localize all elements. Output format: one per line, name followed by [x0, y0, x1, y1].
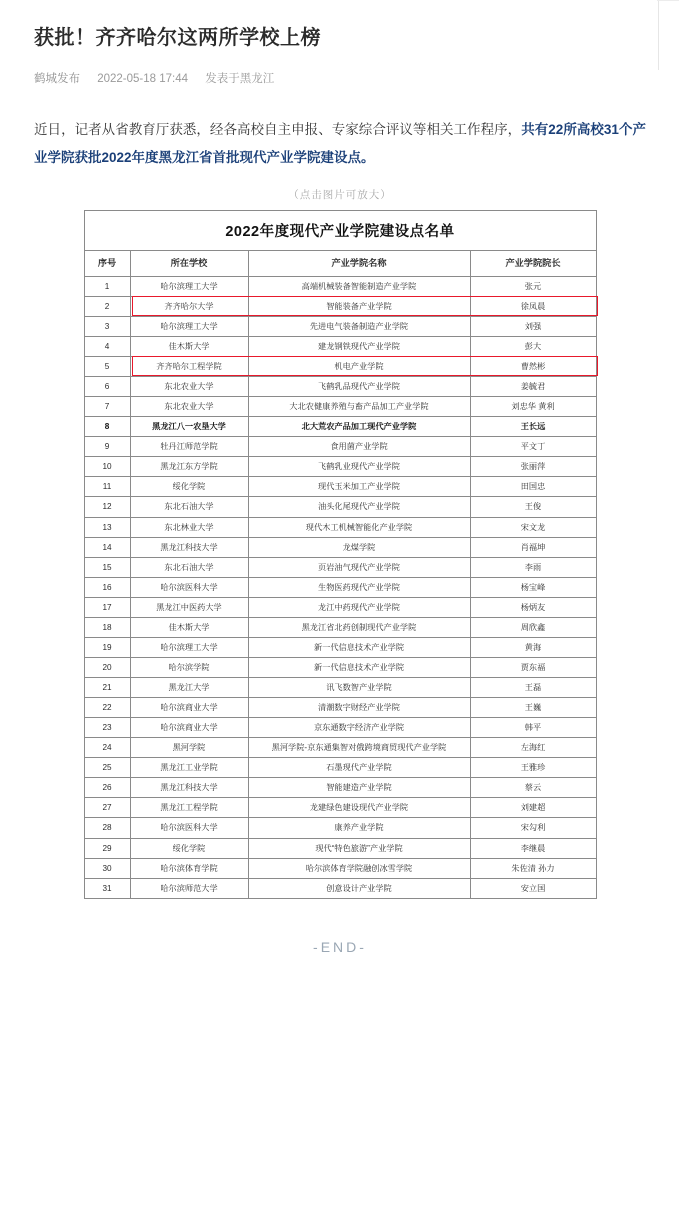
table-cell-no: 29 [84, 838, 130, 858]
table-cell-no: 31 [84, 878, 130, 898]
table-cell-college: 油头化尾现代产业学院 [248, 497, 470, 517]
table-cell-dean: 王俊 [470, 497, 596, 517]
table-cell-dean: 王长远 [470, 417, 596, 437]
table-cell-dean: 张丽萍 [470, 457, 596, 477]
industry-college-table [84, 210, 597, 898]
table-cell-dean: 张元 [470, 276, 596, 296]
table-cell-school: 哈尔滨体育学院 [130, 858, 248, 878]
table-cell-school: 哈尔滨医科大学 [130, 577, 248, 597]
table-cell-no: 4 [84, 336, 130, 356]
table-row [84, 537, 596, 557]
table-cell-dean: 韩平 [470, 718, 596, 738]
table-cell-dean: 安立国 [470, 878, 596, 898]
table-cell-college: 北大荒农产品加工现代产业学院 [248, 417, 470, 437]
table-row [84, 858, 596, 878]
table-row [84, 336, 596, 356]
table-cell-dean: 黄海 [470, 637, 596, 657]
table-cell-college: 大北农健康养殖与畜产品加工产业学院 [248, 397, 470, 417]
table-cell-college: 黑龙江省北药创制现代产业学院 [248, 617, 470, 637]
table-cell-school: 绥化学院 [130, 477, 248, 497]
table-cell-no: 25 [84, 758, 130, 778]
table-cell-school: 黑龙江中医药大学 [130, 597, 248, 617]
column-header-college: 产业学院名称 [248, 251, 470, 276]
table-cell-dean: 肖福坤 [470, 537, 596, 557]
table-row [84, 377, 596, 397]
table-cell-college: 龙煤学院 [248, 537, 470, 557]
table-cell-no: 3 [84, 316, 130, 336]
table-cell-school: 哈尔滨医科大学 [130, 818, 248, 838]
table-cell-school: 黑龙江八一农垦大学 [130, 417, 248, 437]
table-cell-no: 7 [84, 397, 130, 417]
table-cell-college: 先进电气装备制造产业学院 [248, 316, 470, 336]
table-row [84, 417, 596, 437]
table-cell-college: 黑河学院-京东通集智对俄跨境商贸现代产业学院 [248, 738, 470, 758]
table-row [84, 718, 596, 738]
table-cell-dean: 王巍 [470, 698, 596, 718]
table-cell-college: 讯飞数智产业学院 [248, 678, 470, 698]
table-cell-no: 17 [84, 597, 130, 617]
table-cell-school: 黑龙江东方学院 [130, 457, 248, 477]
table-row [84, 617, 596, 637]
table-cell-college: 飞鹤乳品现代产业学院 [248, 377, 470, 397]
table-cell-school: 绥化学院 [130, 838, 248, 858]
table-cell-dean: 平文丁 [470, 437, 596, 457]
table-cell-no: 12 [84, 497, 130, 517]
table-row [84, 477, 596, 497]
table-caption: 2022年度现代产业学院建设点名单 [84, 210, 597, 250]
table-cell-no: 16 [84, 577, 130, 597]
table-header-row [84, 251, 596, 276]
table-cell-dean: 姜毓君 [470, 377, 596, 397]
table-cell-school: 哈尔滨理工大学 [130, 316, 248, 336]
table-row [84, 517, 596, 537]
table-cell-school: 哈尔滨理工大学 [130, 637, 248, 657]
column-header-school: 所在学校 [130, 251, 248, 276]
table-cell-school: 哈尔滨商业大学 [130, 718, 248, 738]
table-cell-college: 新一代信息技术产业学院 [248, 657, 470, 677]
table-row [84, 397, 596, 417]
table-cell-no: 30 [84, 858, 130, 878]
table-cell-dean: 王磊 [470, 678, 596, 698]
table-cell-no: 11 [84, 477, 130, 497]
column-header-no: 序号 [84, 251, 130, 276]
table-row [84, 276, 596, 296]
table-cell-college: 智能装备产业学院 [248, 296, 470, 316]
article-source: 鹤城发布 [34, 73, 80, 85]
table-row [84, 838, 596, 858]
table-cell-college: 清潮数字财经产业学院 [248, 698, 470, 718]
table-cell-no: 9 [84, 437, 130, 457]
table-cell-dean: 宋文龙 [470, 517, 596, 537]
table-cell-dean: 杨宝峰 [470, 577, 596, 597]
table-cell-no: 22 [84, 698, 130, 718]
table-cell-college: 现代木工机械智能化产业学院 [248, 517, 470, 537]
table-cell-school: 哈尔滨理工大学 [130, 276, 248, 296]
table-cell-dean: 李雨 [470, 557, 596, 577]
table-cell-school: 齐齐哈尔工程学院 [130, 357, 248, 377]
image-zoom-hint: （点击图片可放大） [288, 189, 392, 202]
article-paragraph [34, 116, 646, 171]
table-cell-no: 15 [84, 557, 130, 577]
table-cell-college: 石墨现代产业学院 [248, 758, 470, 778]
table-cell-dean: 贾东福 [470, 657, 596, 677]
table-cell-school: 哈尔滨师范大学 [130, 878, 248, 898]
table-cell-no: 2 [84, 296, 130, 316]
table-cell-college: 飞鹤乳业现代产业学院 [248, 457, 470, 477]
paragraph-plain-text: 近日，记者从省教育厅获悉，经各高校自主申报、专家综合评议等相关工作程序， [34, 122, 522, 137]
table-cell-no: 28 [84, 818, 130, 838]
table-cell-college: 建龙钢铁现代产业学院 [248, 336, 470, 356]
table-cell-no: 21 [84, 678, 130, 698]
table-row [84, 798, 596, 818]
table-cell-dean: 杨炳友 [470, 597, 596, 617]
table-row [84, 698, 596, 718]
article-datetime: 2022-05-18 17:44 [97, 73, 189, 85]
table-cell-dean: 蔡云 [470, 778, 596, 798]
table-cell-dean: 王雅珍 [470, 758, 596, 778]
table-cell-college: 龙建绿色建设现代产业学院 [248, 798, 470, 818]
table-cell-school: 东北石油大学 [130, 557, 248, 577]
table-cell-school: 哈尔滨商业大学 [130, 698, 248, 718]
table-cell-school: 佳木斯大学 [130, 617, 248, 637]
table-image[interactable] [34, 210, 646, 898]
table-cell-dean: 刘建超 [470, 798, 596, 818]
table-cell-school: 东北林业大学 [130, 517, 248, 537]
table-row [84, 878, 596, 898]
table-cell-school: 哈尔滨学院 [130, 657, 248, 677]
table-cell-school: 黑龙江科技大学 [130, 778, 248, 798]
table-cell-no: 20 [84, 657, 130, 677]
table-row [84, 357, 596, 377]
table-cell-college: 龙江中药现代产业学院 [248, 597, 470, 617]
table-cell-college: 机电产业学院 [248, 357, 470, 377]
table-row [84, 457, 596, 477]
table-cell-no: 8 [84, 417, 130, 437]
table-row [84, 597, 596, 617]
table-cell-no: 5 [84, 357, 130, 377]
table-body [84, 276, 596, 898]
end-mark: -END- [313, 938, 367, 955]
table-row [84, 818, 596, 838]
table-row [84, 557, 596, 577]
table-cell-no: 26 [84, 778, 130, 798]
table-cell-dean: 李继晨 [470, 838, 596, 858]
table-row [84, 637, 596, 657]
table-cell-school: 东北农业大学 [130, 377, 248, 397]
table-row [84, 316, 596, 336]
table-cell-school: 黑龙江工程学院 [130, 798, 248, 818]
table-row [84, 497, 596, 517]
table-cell-dean: 宋勾利 [470, 818, 596, 838]
table-cell-college: 现代玉米加工产业学院 [248, 477, 470, 497]
table-cell-no: 6 [84, 377, 130, 397]
table-cell-college: 哈尔滨体育学院融创冰雪学院 [248, 858, 470, 878]
table-cell-school: 牡丹江师范学院 [130, 437, 248, 457]
table-cell-school: 黑龙江工业学院 [130, 758, 248, 778]
table-cell-school: 东北农业大学 [130, 397, 248, 417]
table-cell-college: 生物医药现代产业学院 [248, 577, 470, 597]
table-cell-college: 高端机械装备智能制造产业学院 [248, 276, 470, 296]
table-row [84, 577, 596, 597]
table-cell-college: 现代“特色旅游”产业学院 [248, 838, 470, 858]
table-cell-school: 黑龙江大学 [130, 678, 248, 698]
table-row [84, 758, 596, 778]
table-cell-college: 京东通数字经济产业学院 [248, 718, 470, 738]
column-header-dean: 产业学院院长 [470, 251, 596, 276]
panel-edge-top [657, 0, 679, 1]
panel-edge [658, 0, 659, 70]
table-cell-no: 14 [84, 537, 130, 557]
page-title: 获批！齐齐哈尔这两所学校上榜 [34, 27, 321, 49]
table-row [84, 296, 596, 316]
table-cell-no: 1 [84, 276, 130, 296]
table-cell-dean: 曹然彬 [470, 357, 596, 377]
table-cell-no: 19 [84, 637, 130, 657]
table-cell-college: 页岩油气现代产业学院 [248, 557, 470, 577]
table-cell-school: 黑河学院 [130, 738, 248, 758]
article-meta [34, 70, 646, 86]
table-cell-school: 齐齐哈尔大学 [130, 296, 248, 316]
table-cell-no: 24 [84, 738, 130, 758]
table-cell-school: 黑龙江科技大学 [130, 537, 248, 557]
table-cell-no: 10 [84, 457, 130, 477]
table-row [84, 738, 596, 758]
table-cell-dean: 朱佐清 孙力 [470, 858, 596, 878]
article-location: 发表于黑龙江 [205, 73, 275, 85]
table-cell-college: 康养产业学院 [248, 818, 470, 838]
table-cell-dean: 左海红 [470, 738, 596, 758]
table-cell-no: 27 [84, 798, 130, 818]
table-cell-college: 新一代信息技术产业学院 [248, 637, 470, 657]
table-row [84, 678, 596, 698]
table-cell-dean: 周欣鑫 [470, 617, 596, 637]
table-cell-dean: 田国忠 [470, 477, 596, 497]
table-cell-no: 18 [84, 617, 130, 637]
table-cell-college: 创意设计产业学院 [248, 878, 470, 898]
table-cell-college: 食用菌产业学院 [248, 437, 470, 457]
table-row [84, 778, 596, 798]
table-cell-no: 23 [84, 718, 130, 738]
table-cell-no: 13 [84, 517, 130, 537]
paragraph-bold-text: 共有22所高校31个产业学院获批2022年度黑龙江省首批现代产业学院建设点。 [34, 122, 646, 165]
table-cell-dean: 彭大 [470, 336, 596, 356]
table-cell-dean: 刘忠华 黄利 [470, 397, 596, 417]
table-cell-school: 东北石油大学 [130, 497, 248, 517]
table-cell-college: 智能建造产业学院 [248, 778, 470, 798]
table-cell-dean: 刘强 [470, 316, 596, 336]
table-cell-school: 佳木斯大学 [130, 336, 248, 356]
table-cell-dean: 徐凤晨 [470, 296, 596, 316]
table-row [84, 437, 596, 457]
table-row [84, 657, 596, 677]
